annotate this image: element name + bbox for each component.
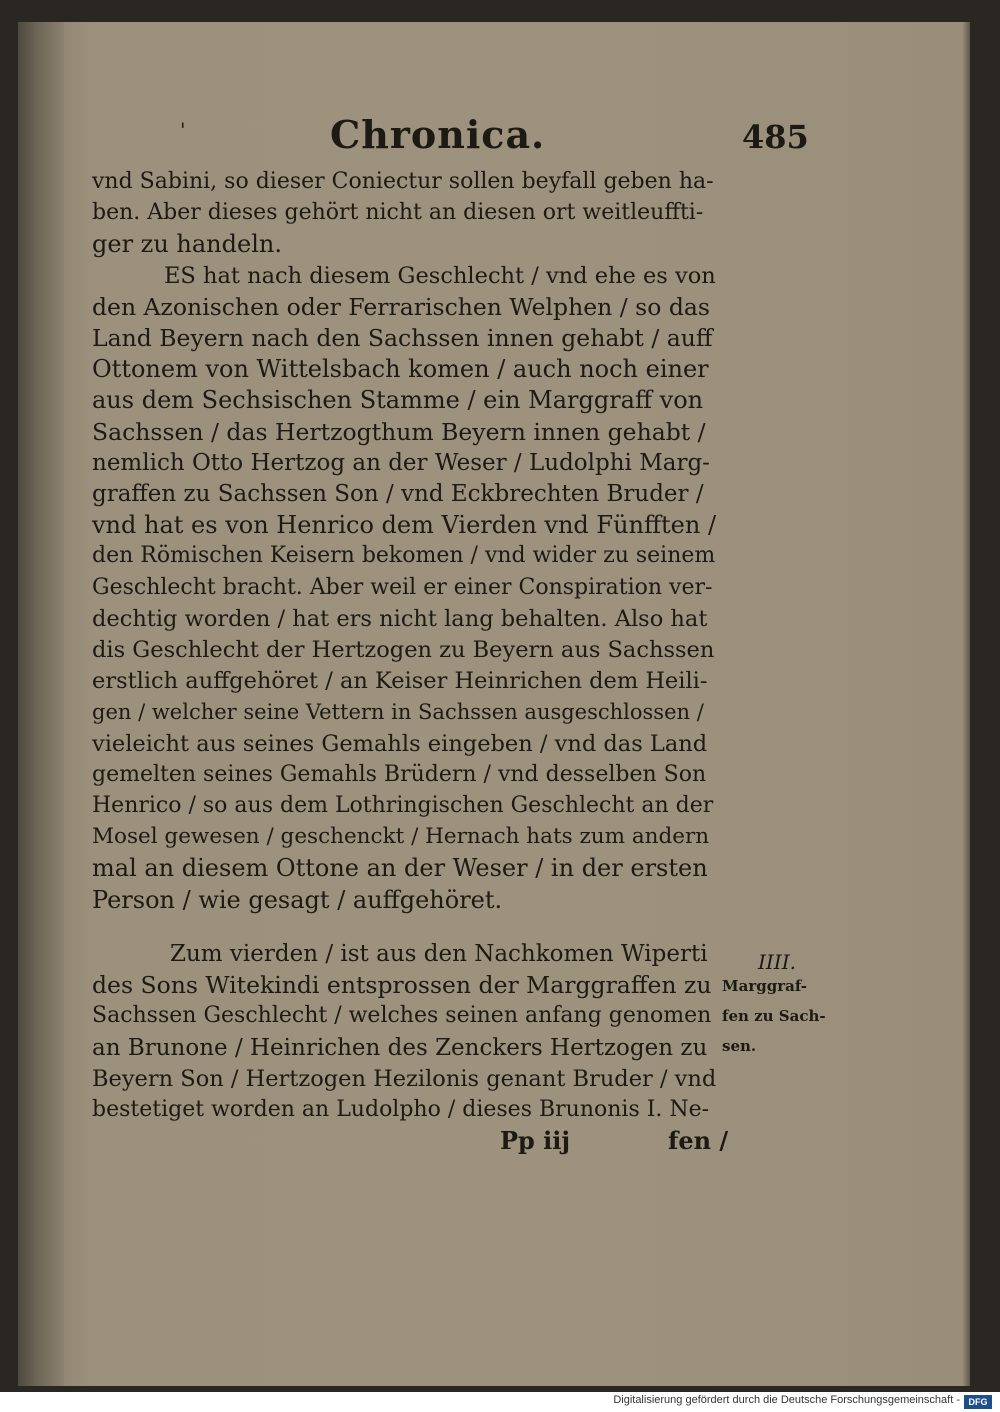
text-line: vieleicht aus seines Gemahls eingeben / vnd das Land: [92, 730, 708, 757]
text-line: ES hat nach diesem Geschlecht / vnd ehe es von: [164, 262, 716, 289]
text-line: Mosel gewesen / geschenckt / Hernach hats zum andern: [92, 824, 710, 850]
text-line: erstlich auffgehöret / an Keiser Heinrichen dem Heili-: [92, 668, 708, 695]
text-line: Person / wie gesagt / auffgehöret.: [92, 885, 503, 914]
margin-section-number: IIII.: [758, 950, 796, 974]
margin-note-line: fen zu Sach-: [722, 1007, 826, 1025]
text-line: gen / welcher seine Vettern in Sachssen ausgeschlossen /: [92, 700, 704, 725]
text-line: Land Beyern nach den Sachssen innen gehabt / auff: [92, 324, 713, 352]
text-line: dechtig worden / hat ers nicht lang behalten. Also hat: [92, 605, 708, 632]
catchword: fen /: [668, 1126, 729, 1155]
page-edge-shadow: [962, 22, 970, 1386]
digitization-credit: Digitalisierung gefördert durch die Deutsche Forschungsgemeinschaft -: [613, 1394, 960, 1406]
text-line: vnd hat es von Henrico dem Vierden vnd Fünfften /: [92, 511, 717, 540]
text-line: graffen zu Sachssen Son / vnd Eckbrechten Bruder /: [92, 481, 704, 507]
text-line: gemelten seines Gemahls Brüdern / vnd desselben Son: [92, 761, 707, 787]
footer-bar: [0, 1392, 1000, 1412]
text-line: Zum vierden / ist aus den Nachkomen Wiperti: [170, 941, 708, 967]
text-line: Ottonem von Wittelsbach komen / auch noch einer: [92, 355, 709, 384]
text-line: den Azonischen oder Ferrarischen Welphen / so das: [92, 292, 710, 321]
text-line: bestetiget worden an Ludolpho / dieses Brunonis I. Ne-: [92, 1097, 710, 1122]
text-line: mal an diesem Ottone an der Weser / in der ersten: [92, 854, 708, 883]
text-line: des Sons Witekindi entsprossen der Marggraffen zu: [92, 971, 712, 1000]
margin-note-line: sen.: [722, 1037, 757, 1055]
text-line: ben. Aber dieses gehört nicht an diesen ort weitleuffti-: [92, 200, 704, 226]
page-number: 485: [742, 118, 809, 156]
text-line: dis Geschlecht der Hertzogen zu Beyern aus Sachssen: [92, 637, 715, 663]
page-gutter: [18, 22, 64, 1386]
signature-mark: Pp iij: [500, 1126, 571, 1155]
text-line: Geschlecht bracht. Aber weil er einer Conspiration ver-: [92, 574, 713, 600]
text-line: Henrico / so aus dem Lothringischen Geschlecht an der: [92, 793, 714, 818]
text-line: ger zu handeln.: [92, 230, 282, 259]
text-line: aus dem Sechsischen Stamme / ein Marggraff von: [92, 386, 704, 415]
text-line: Beyern Son / Hertzogen Hezilonis genant Bruder / vnd: [92, 1065, 717, 1092]
margin-note-line: Marggraf-: [722, 977, 807, 995]
text-line: Sachssen Geschlecht / welches seinen anfang genomen: [92, 1003, 712, 1029]
text-line: vnd Sabini, so dieser Coniectur sollen beyfall geben ha-: [92, 169, 714, 194]
text-line: Sachssen / das Hertzogthum Beyern innen gehabt /: [92, 417, 706, 446]
text-line: den Römischen Keisern bekomen / vnd wider zu seinem: [92, 543, 716, 569]
text-line: an Brunone / Heinrichen des Zenckers Hertzogen zu: [92, 1034, 708, 1061]
text-line: nemlich Otto Hertzog an der Weser / Ludolphi Marg-: [92, 449, 710, 476]
running-title: Chronica.: [330, 112, 546, 157]
dfg-logo: DFG: [964, 1395, 992, 1409]
header-mark: ': [180, 118, 186, 142]
